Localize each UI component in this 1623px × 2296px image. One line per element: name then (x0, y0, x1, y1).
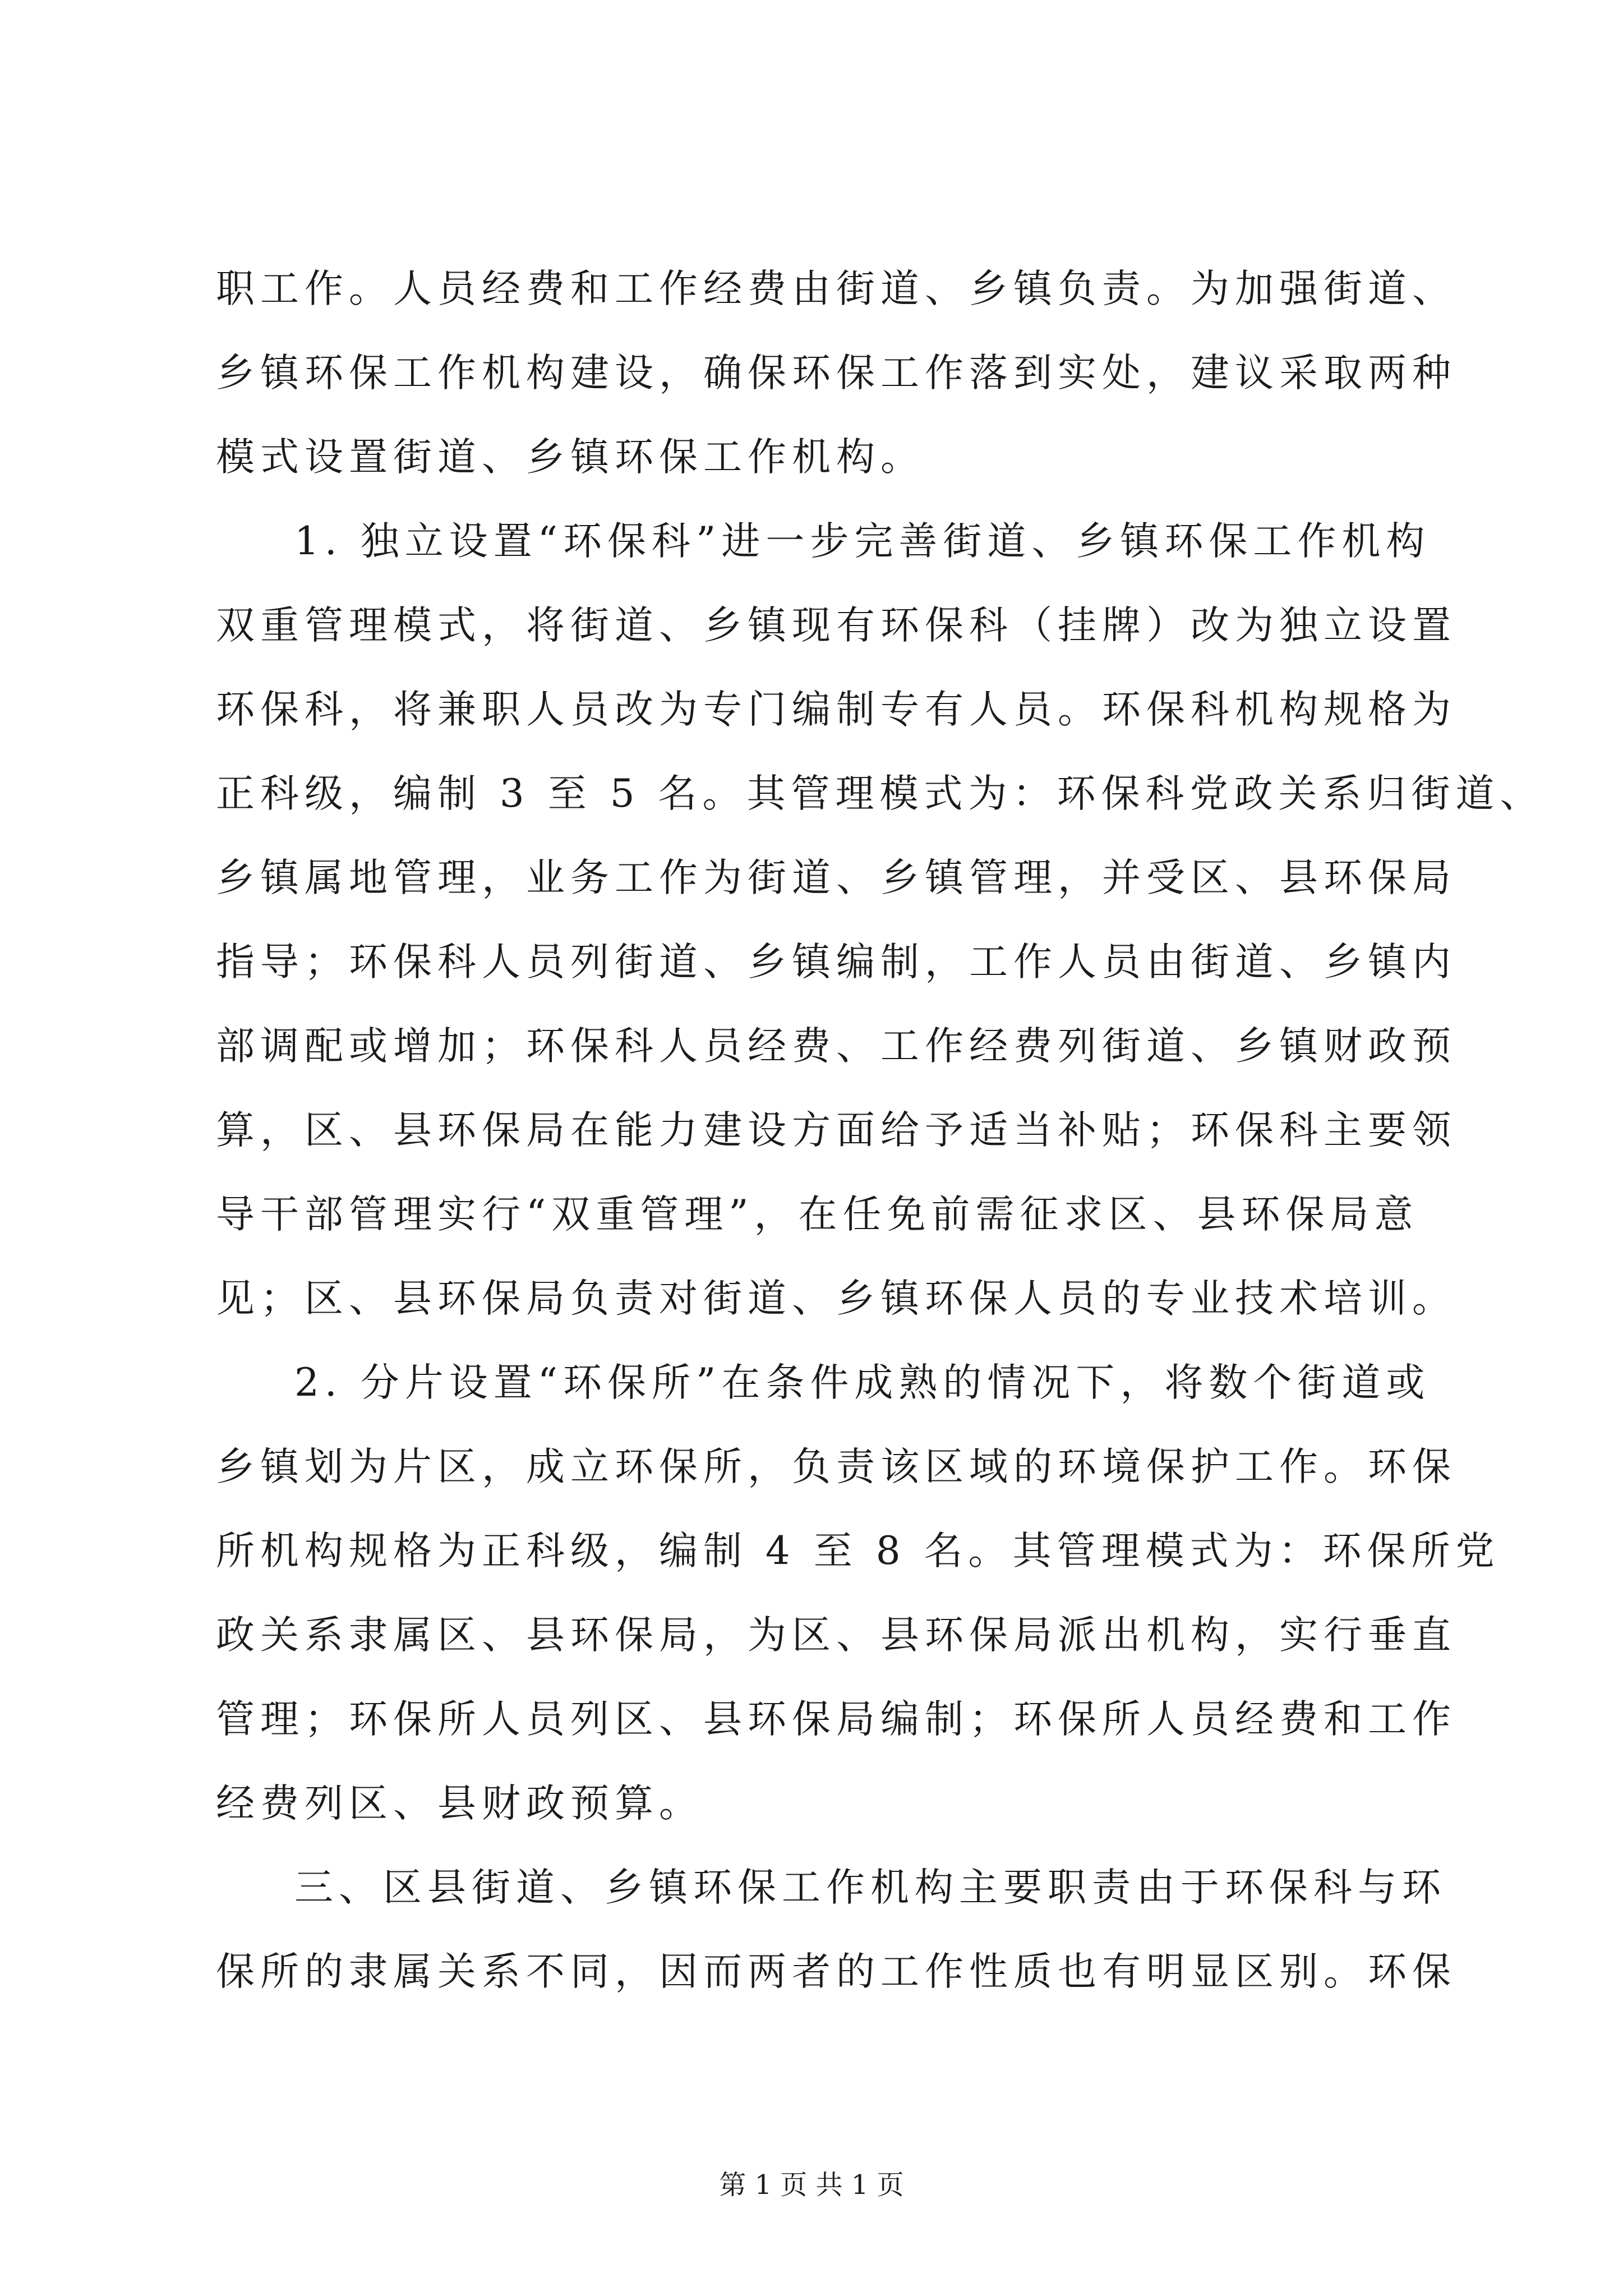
text-line: 模式设置街道、乡镇环保工作机构。 (216, 435, 925, 480)
page-number-footer: 第 1 页 共 1 页 (719, 2169, 904, 2201)
text-line: 所机构规格为正科级，编制 4 至 8 名。其管理模式为：环保所党 (216, 1529, 1500, 1573)
text-line: 算，区、县环保局在能力建设方面给予适当补贴；环保科主要领 (216, 1108, 1456, 1153)
text-line: 管理；环保所人员列区、县环保局编制；环保所人员经费和工作 (216, 1697, 1456, 1742)
text-line: 见；区、县环保局负责对街道、乡镇环保人员的专业技术培训。 (216, 1276, 1456, 1321)
text-line: 导干部管理实行“双重管理”，在任免前需征求区、县环保局意 (216, 1192, 1419, 1237)
text-line: 乡镇属地管理，业务工作为街道、乡镇管理，并受区、县环保局 (216, 855, 1456, 900)
text-line: 环保科，将兼职人员改为专门编制专有人员。环保科机构规格为 (216, 687, 1456, 732)
paragraph-start-line: 三、区县街道、乡镇环保工作机构主要职责由于环保科与环 (294, 1865, 1446, 1910)
text-line: 双重管理模式，将街道、乡镇现有环保科（挂牌）改为独立设置 (216, 603, 1456, 648)
text-line: 乡镇环保工作机构建设，确保环保工作落到实处，建议采取两种 (216, 351, 1456, 395)
text-line: 指导；环保科人员列街道、乡镇编制，工作人员由街道、乡镇内 (216, 940, 1456, 984)
text-line: 经费列区、县财政预算。 (216, 1781, 703, 1826)
text-line: 乡镇划为片区，成立环保所，负责该区域的环境保护工作。环保 (216, 1444, 1456, 1489)
text-line: 保所的隶属关系不同，因而两者的工作性质也有明显区别。环保 (216, 1949, 1456, 1994)
text-line: 职工作。人员经费和工作经费由街道、乡镇负责。为加强街道、 (216, 266, 1456, 311)
paragraph-start-line: 2. 分片设置“环保所”在条件成熟的情况下，将数个街道或 (294, 1360, 1431, 1405)
paragraph-start-line: 1. 独立设置“环保科”进一步完善街道、乡镇环保工作机构 (294, 519, 1431, 564)
text-line: 政关系隶属区、县环保局，为区、县环保局派出机构，实行垂直 (216, 1613, 1456, 1658)
text-line: 部调配或增加；环保科人员经费、工作经费列街道、乡镇财政预 (216, 1024, 1456, 1069)
text-line: 正科级，编制 3 至 5 名。其管理模式为：环保科党政关系归街道、 (216, 771, 1544, 816)
